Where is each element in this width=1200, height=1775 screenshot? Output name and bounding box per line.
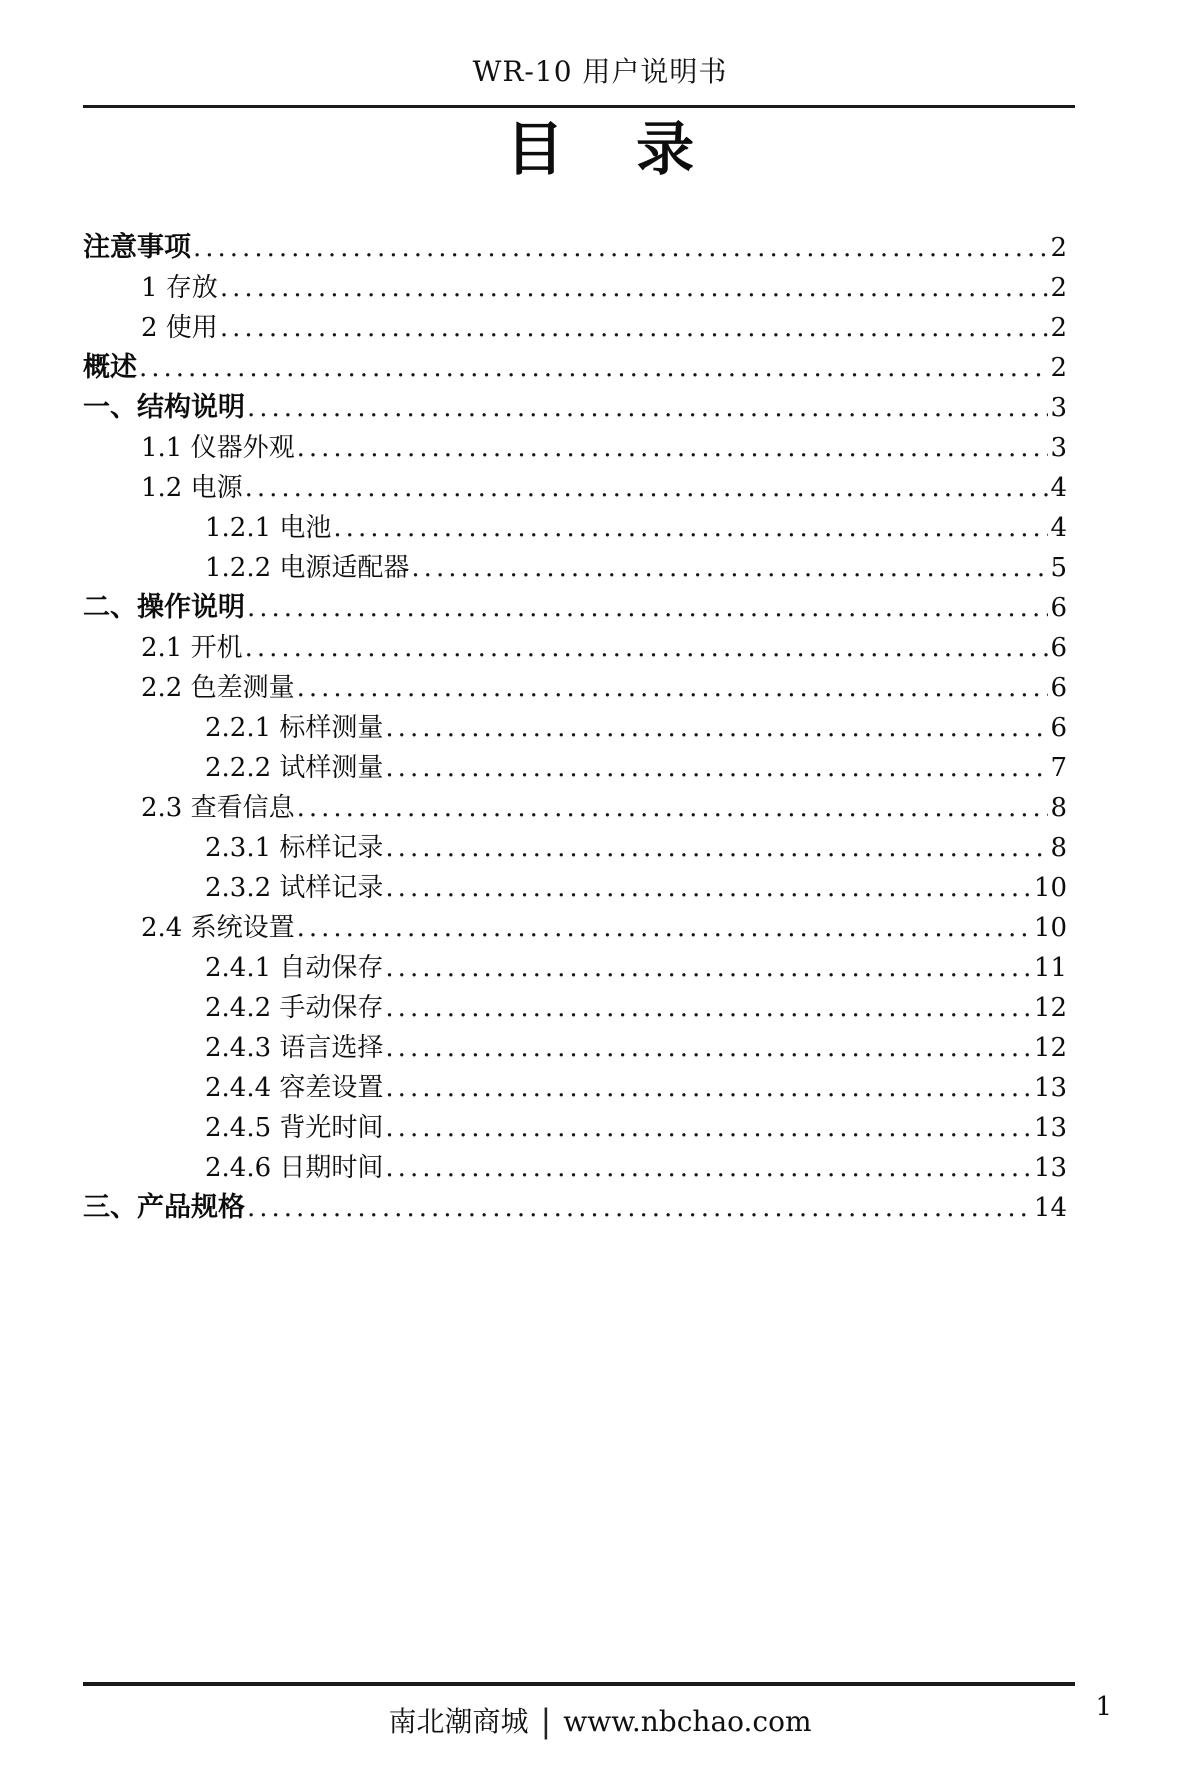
toc-entry-label: 1.2 电源 <box>141 473 243 503</box>
toc-page-number: 4 <box>1050 513 1067 543</box>
toc-entry <box>83 988 1075 1028</box>
toc-leader-dots <box>247 388 1048 428</box>
toc-entry <box>83 1148 1075 1188</box>
toc-page-number: 6 <box>1050 673 1067 703</box>
toc-leader-dots <box>297 668 1049 708</box>
toc-leader-dots <box>385 868 1031 908</box>
toc-entry <box>83 428 1075 468</box>
toc-entry-label: 1 存放 <box>141 273 218 303</box>
toc-entry <box>83 868 1075 908</box>
toc-leader-dots <box>385 708 1048 748</box>
toc-entry <box>83 228 1075 268</box>
toc-page-number: 2 <box>1050 353 1067 383</box>
toc-entry <box>83 668 1075 708</box>
footer-divider <box>83 1682 1075 1686</box>
footer-site-name: 南北潮商城 <box>388 1705 529 1738</box>
toc-leader-dots <box>247 1188 1032 1228</box>
page-title: 目 录 <box>505 115 695 183</box>
toc-leader-dots <box>385 748 1048 788</box>
toc-entry-label: 2.4 系统设置 <box>141 913 295 943</box>
toc-page-number: 13 <box>1033 1073 1067 1103</box>
toc-entry <box>83 788 1075 828</box>
toc-entry <box>83 508 1075 548</box>
toc-entry-label: 2.1 开机 <box>141 633 243 663</box>
toc-entry-label: 1.1 仪器外观 <box>141 433 295 463</box>
toc-entry <box>83 1028 1075 1068</box>
toc-entry <box>83 548 1075 588</box>
toc-entry-label: 2.4.4 容差设置 <box>205 1073 384 1103</box>
toc-page-number: 12 <box>1033 1033 1067 1063</box>
toc-entry <box>83 348 1075 388</box>
toc-leader-dots <box>245 468 1049 508</box>
toc-entry-label: 2 使用 <box>141 313 218 343</box>
toc-entry <box>83 708 1075 748</box>
toc-page-number: 8 <box>1050 833 1067 863</box>
toc-page-number: 11 <box>1033 953 1067 983</box>
toc-entry <box>83 1108 1075 1148</box>
toc-page-number: 14 <box>1033 1193 1067 1223</box>
toc-entry <box>83 588 1075 628</box>
toc-entry-label: 二、操作说明 <box>83 592 245 623</box>
footer-separator: | <box>540 1702 552 1740</box>
toc-page-number: 3 <box>1050 393 1067 423</box>
toc-leader-dots <box>385 948 1031 988</box>
toc-entry <box>83 628 1075 668</box>
toc-entry-label: 2.2.1 标样测量 <box>205 713 384 743</box>
toc-leader-dots <box>385 828 1048 868</box>
toc-leader-dots <box>220 268 1049 308</box>
toc-list <box>83 228 1075 1228</box>
toc-entry <box>83 1068 1075 1108</box>
toc-leader-dots <box>385 1108 1031 1148</box>
footer-site-url: www.nbchao.com <box>563 1705 812 1738</box>
toc-page-number: 2 <box>1050 233 1067 263</box>
toc-entry-label: 2.3.2 试样记录 <box>205 873 384 903</box>
toc-page-number: 6 <box>1050 713 1067 743</box>
toc-entry-label: 三、产品规格 <box>83 1192 245 1223</box>
toc-leader-dots <box>139 348 1048 388</box>
toc-entry <box>83 828 1075 868</box>
toc-entry <box>83 268 1075 308</box>
header-divider <box>83 105 1075 108</box>
toc-entry-label: 2.3 查看信息 <box>141 793 295 823</box>
toc-entry <box>83 1188 1075 1228</box>
toc-entry <box>83 748 1075 788</box>
toc-entry-label: 2.4.3 语言选择 <box>205 1033 384 1063</box>
page-number: 1 <box>1095 1692 1112 1722</box>
toc-entry <box>83 468 1075 508</box>
toc-leader-dots <box>411 548 1048 588</box>
toc-entry-label: 2.2.2 试样测量 <box>205 753 384 783</box>
toc-page-number: 2 <box>1050 273 1067 303</box>
toc-entry-label: 2.4.2 手动保存 <box>205 993 384 1023</box>
toc-leader-dots <box>297 788 1049 828</box>
toc-page-number: 12 <box>1033 993 1067 1023</box>
toc-leader-dots <box>247 588 1048 628</box>
toc-leader-dots <box>245 628 1049 668</box>
toc-entry-label: 2.4.5 背光时间 <box>205 1113 384 1143</box>
toc-page-number: 4 <box>1050 473 1067 503</box>
toc-entry-label: 1.2.2 电源适配器 <box>205 553 410 583</box>
toc-page-number: 2 <box>1050 313 1067 343</box>
toc-page-number: 8 <box>1050 793 1067 823</box>
toc-leader-dots <box>385 1028 1031 1068</box>
toc-leader-dots <box>333 508 1048 548</box>
toc-entry <box>83 308 1075 348</box>
toc-page-number: 6 <box>1050 593 1067 623</box>
toc-entry-label: 2.2 色差测量 <box>141 673 295 703</box>
toc-entry-label: 1.2.1 电池 <box>205 513 332 543</box>
toc-entry <box>83 388 1075 428</box>
toc-page-number: 10 <box>1033 913 1067 943</box>
toc-entry-label: 2.3.1 标样记录 <box>205 833 384 863</box>
toc-leader-dots <box>220 308 1049 348</box>
toc-page-number: 10 <box>1033 873 1067 903</box>
toc-entry-label: 2.4.1 自动保存 <box>205 953 384 983</box>
toc-leader-dots <box>385 988 1031 1028</box>
toc-page-number: 7 <box>1050 753 1067 783</box>
toc-entry-label: 一、结构说明 <box>83 392 245 423</box>
toc-page-number: 13 <box>1033 1153 1067 1183</box>
toc-page-number: 5 <box>1050 553 1067 583</box>
toc-leader-dots <box>385 1148 1031 1188</box>
toc-page-number: 6 <box>1050 633 1067 663</box>
toc-page-number: 3 <box>1050 433 1067 463</box>
toc-entry <box>83 948 1075 988</box>
toc-leader-dots <box>297 428 1049 468</box>
toc-entry <box>83 908 1075 948</box>
document-header-title: WR-10 用户说明书 <box>472 55 728 88</box>
toc-entry-label: 注意事项 <box>83 232 191 263</box>
footer <box>0 1700 1200 1740</box>
toc-page-number: 13 <box>1033 1113 1067 1143</box>
toc-entry-label: 概述 <box>83 352 137 383</box>
toc-leader-dots <box>193 228 1048 268</box>
toc-entry-label: 2.4.6 日期时间 <box>205 1153 384 1183</box>
toc-leader-dots <box>385 1068 1031 1108</box>
toc-leader-dots <box>297 908 1032 948</box>
